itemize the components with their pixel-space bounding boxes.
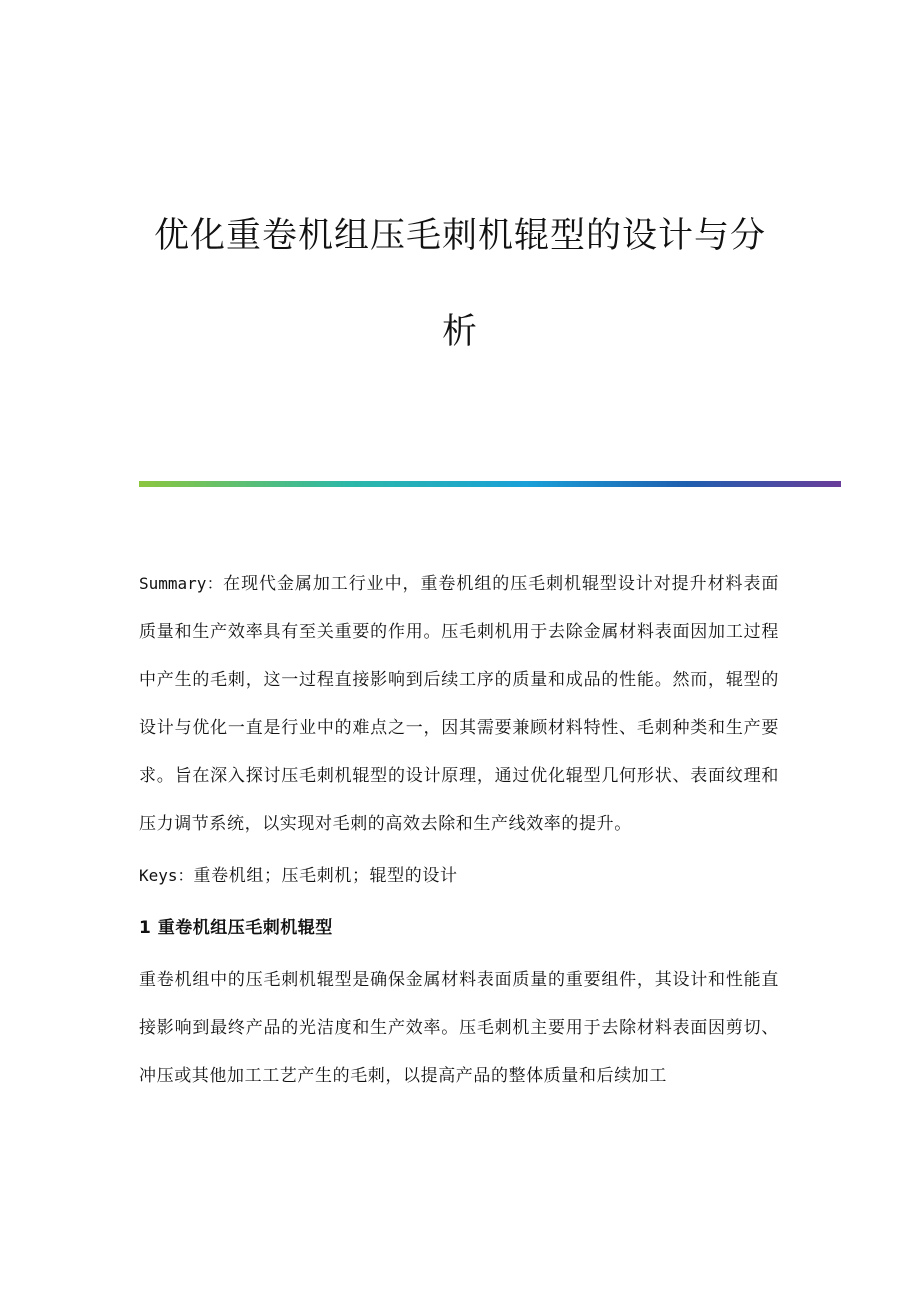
title-line-2: 析 (441, 312, 478, 352)
gradient-divider (139, 481, 841, 487)
keys-label: Keys： (139, 866, 194, 885)
title-block (80, 208, 840, 360)
document-body (139, 560, 779, 1100)
title-line-1: 优化重卷机组压毛刺机辊型的设计与分 (153, 216, 766, 256)
document-title (80, 208, 840, 360)
summary-text: 在现代金属加工行业中，重卷机组的压毛刺机辊型设计对提升材料表面质量和生产效率具有至关重要的作用。压毛刺机用于去除金属材料表面因加工过程中产生的毛刺，这一过程直接影响到后续工序的质量和成品的性能。然而，辊型的设计与优化一直是行业中的难点之一，因其需要兼顾材料特性、毛刺种类和生产要求。旨在深入探讨压毛刺机辊型的设计原理，通过优化辊型几何形状、表面纹理和压力调节系统，以实现对毛刺的高效去除和生产线效率的提升。 (139, 574, 779, 834)
keys-paragraph (139, 852, 779, 900)
section-1-heading: 1 重卷机组压毛刺机辊型 (139, 918, 333, 938)
summary-label: Summary： (139, 574, 224, 593)
section-1-paragraph: 重卷机组中的压毛刺机辊型是确保金属材料表面质量的重要组件，其设计和性能直接影响到最终产品的光洁度和生产效率。压毛刺机主要用于去除材料表面因剪切、冲压或其他加工工艺产生的毛刺，以提高产品的整体质量和后续加工 (139, 970, 779, 1086)
keys-text: 重卷机组；压毛刺机；辊型的设计 (193, 866, 458, 886)
summary-paragraph (139, 560, 779, 848)
